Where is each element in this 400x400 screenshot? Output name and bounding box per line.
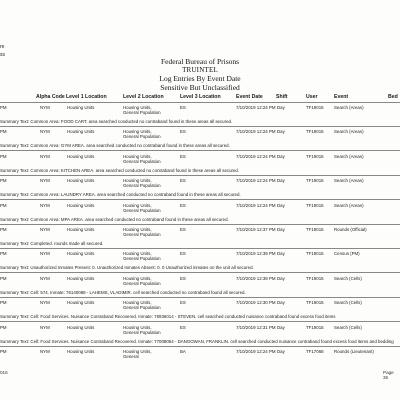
row-event: Census (PM) <box>334 251 360 257</box>
row-alpha-code: NYM <box>40 129 50 135</box>
row-event: Search (Cells) <box>334 275 362 281</box>
row-level1: Housing Units <box>67 202 95 208</box>
row-user: TF19015 <box>306 129 324 135</box>
row-alpha-code: NYM <box>40 251 50 257</box>
row-divider <box>0 199 400 200</box>
row-level1: Housing Units <box>67 300 95 306</box>
row-alpha-code: NYM <box>40 324 50 330</box>
row-user: TF19015 <box>306 251 324 257</box>
col-header-shift: Shift <box>276 94 288 100</box>
col-header-alpha: Alpha Code <box>36 94 65 100</box>
row-user: TF19015 <box>306 300 324 306</box>
row-summary-text: Summary Text: Cell: Food Services. Nuisance Contraband Recovered. Inmate: 76936014 - STEVEN. cell searched conducted nuisance contraband found excess food items <box>0 314 336 320</box>
row-user: TF19015 <box>306 275 324 281</box>
row-alpha-code: NYM <box>40 300 50 306</box>
row-user: TF19015 <box>306 105 324 110</box>
row-level1: Housing Units <box>67 178 95 184</box>
row-am: PM <box>0 178 7 184</box>
row-level2: Housing Units, General <box>123 349 152 359</box>
row-level3: ES <box>180 300 186 306</box>
row-divider <box>0 175 400 176</box>
row-user: TF19015 <box>306 202 324 208</box>
row-alpha-code: NYM <box>40 105 50 110</box>
row-divider <box>0 248 400 249</box>
row-level2: Housing Units, General Population <box>123 251 161 262</box>
row-am: PM <box>0 324 7 330</box>
row-alpha-code: NYM <box>40 275 50 281</box>
row-event: Search (Cells) <box>334 300 362 306</box>
row-shift: Day <box>277 105 285 110</box>
report-system-name: TRUINTEL <box>182 66 218 74</box>
row-shift: Day <box>277 349 285 354</box>
row-alpha-code: NYM <box>40 227 50 232</box>
corner-text-1: re <box>0 44 5 50</box>
row-event: Search (Cells) <box>334 324 362 330</box>
row-level3: ES <box>180 275 186 281</box>
row-level3: ES <box>180 227 186 232</box>
col-header-level2: Level 2 Location <box>123 94 164 100</box>
row-divider <box>0 224 400 225</box>
row-summary-text: Summary Text: Common Area: MPA AREA. area searched conducted no contraband found in these areas all secured. <box>0 216 229 222</box>
row-event-date: 7/10/2019 12:24 PM <box>236 178 276 184</box>
footer-left-code: 016 <box>0 370 8 375</box>
row-alpha-code: NYM <box>40 153 50 159</box>
row-event: Rounds (Lieutenant) <box>334 349 374 354</box>
row-level3: BA <box>180 349 186 354</box>
row-divider <box>0 297 400 298</box>
row-am: PM <box>0 202 7 208</box>
row-event-date: 7/10/2019 12:24 PM <box>236 153 276 159</box>
row-event-date: 7/10/2019 12:24 PM <box>236 349 276 354</box>
header-rule <box>0 102 400 103</box>
row-am: PM <box>0 129 7 135</box>
row-am: PM <box>0 105 7 110</box>
row-event-date: 7/10/2019 12:31 PM <box>236 324 276 330</box>
row-user: TF19015 <box>306 227 324 232</box>
row-am: PM <box>0 153 7 159</box>
row-level1: Housing Units <box>67 227 95 232</box>
row-am: PM <box>0 227 7 232</box>
row-event: Search (Areas) <box>334 153 364 159</box>
row-level1: Housing Units <box>67 153 95 159</box>
row-level2: Housing Units, General Population <box>123 275 161 286</box>
page-number: Page 36 <box>383 370 394 380</box>
row-shift: Day <box>277 300 285 306</box>
row-level1: Housing Units <box>67 251 95 257</box>
row-shift: Day <box>277 251 285 257</box>
row-summary-text: Summary Text: Common Area: FOOD CART. area searched conducted no contraband found in these areas all secured. <box>0 119 233 124</box>
row-level1: Housing Units <box>67 105 95 110</box>
row-divider <box>0 346 400 347</box>
report-classification: Sensitive But Unclassified <box>160 83 240 92</box>
row-level3: ES <box>180 105 186 110</box>
row-event: Search (Areas) <box>334 178 364 184</box>
row-shift: Day <box>277 275 285 281</box>
row-user: TF19015 <box>306 153 324 159</box>
row-divider <box>0 272 400 273</box>
col-header-level3: Level 3 Location <box>180 94 221 100</box>
row-user: TF17068 <box>306 349 324 354</box>
row-level1: Housing Units <box>67 349 95 354</box>
row-level2: Housing Units, General Population <box>123 324 161 335</box>
report-org-title: Federal Bureau of Prisons <box>160 57 240 66</box>
row-shift: Day <box>277 178 285 184</box>
row-shift: Day <box>277 324 285 330</box>
corner-text-2: ss <box>0 52 5 58</box>
row-event: Search (Areas) <box>334 202 364 208</box>
row-level3: ES <box>180 251 186 257</box>
row-am: PM <box>0 300 7 306</box>
row-event-date: 7/10/2019 12:39 PM <box>236 275 276 281</box>
row-summary-text: Summary Text: Common Area: GYM AREA. area searched conducted no contraband found in these areas all secured. <box>0 143 230 149</box>
row-level2: Housing Units, General Population <box>123 129 161 140</box>
row-alpha-code: NYM <box>40 349 50 354</box>
row-am: PM <box>0 349 7 354</box>
row-divider <box>0 150 400 151</box>
row-summary-text: Summary Text: Common Area: LAUNDRY AREA. area searched conducted no contraband found in these areas all secured. <box>0 192 241 198</box>
row-summary-text: Summary Text: Cell: Food Services. Nuisance Contraband Recovered. Inmate: 77008054 - DANGOWAN, FRANKLIN. cell searched conducted nuisance contraband found excess food items and bedding <box>0 338 394 344</box>
row-level2: Housing Units, General Population <box>123 105 161 115</box>
col-header-event-date: Event Date <box>236 94 263 100</box>
row-shift: Day <box>277 202 285 208</box>
row-summary-text: Summary Text: Common Area: KITCHEN AREA. area searched conducted no contraband found in these areas all secured. <box>0 167 240 173</box>
row-level2: Housing Units, General Population <box>123 153 161 164</box>
row-user: TF19015 <box>306 178 324 184</box>
row-alpha-code: NYM <box>40 178 50 184</box>
row-level3: ES <box>180 178 186 184</box>
row-am: PM <box>0 275 7 281</box>
row-am: PM <box>0 251 7 257</box>
row-level3: ES <box>180 324 186 330</box>
row-event: Search (Areas) <box>334 129 364 135</box>
row-shift: Day <box>277 227 285 232</box>
row-level1: Housing Units <box>67 275 95 281</box>
row-divider <box>0 126 400 127</box>
row-alpha-code: NYM <box>40 202 50 208</box>
row-event-date: 7/10/2019 12:30 PM <box>236 300 276 306</box>
row-level3: ES <box>180 153 186 159</box>
row-shift: Day <box>277 153 285 159</box>
row-level3: ES <box>180 129 186 135</box>
col-header-event: Event <box>334 94 349 100</box>
row-event-date: 7/10/2019 12:24 PM <box>236 202 276 208</box>
row-level2: Housing Units, General Population <box>123 202 161 213</box>
row-level1: Housing Units <box>67 324 95 330</box>
row-shift: Day <box>277 129 285 135</box>
row-user: TF19015 <box>306 324 324 330</box>
col-header-bed: Bed <box>388 94 398 100</box>
row-level2: Housing Units, General Population <box>123 300 161 311</box>
row-level1: Housing Units <box>67 129 95 135</box>
report-subtitle: Log Entries By Event Date <box>159 74 241 83</box>
row-level2: Housing Units, General Population <box>123 178 161 189</box>
row-divider <box>0 321 400 322</box>
row-event-date: 7/10/2019 12:37 PM <box>236 227 276 232</box>
row-event: Search (Areas) <box>334 105 364 110</box>
row-summary-text: Summary Text: Cell: 574. Inmate: 76140088 - LAHEMS, VLADIMIR. cell searched conducted no contraband found all secured. <box>0 289 246 295</box>
row-event-date: 7/10/2019 12:24 PM <box>236 129 276 135</box>
col-header-level1: Level 1 Location <box>66 94 107 100</box>
row-level2: Housing Units, General Population <box>123 227 161 237</box>
row-summary-text: Summary Text: Completed. rounds made all secured. <box>0 241 104 246</box>
col-header-user: User <box>306 94 318 100</box>
row-event-date: 7/10/2019 12:24 PM <box>236 105 276 110</box>
row-level3: ES <box>180 202 186 208</box>
row-summary-text: Summary Text: Unauthorized Inmates Present: 0. Unauthorized Inmates Absent: 0. 0 Unauthorized inmates on the unit all secured. <box>0 265 254 271</box>
row-event-date: 7/10/2019 12:39 PM <box>236 251 276 257</box>
row-event: Rounds (Official) <box>334 227 367 232</box>
